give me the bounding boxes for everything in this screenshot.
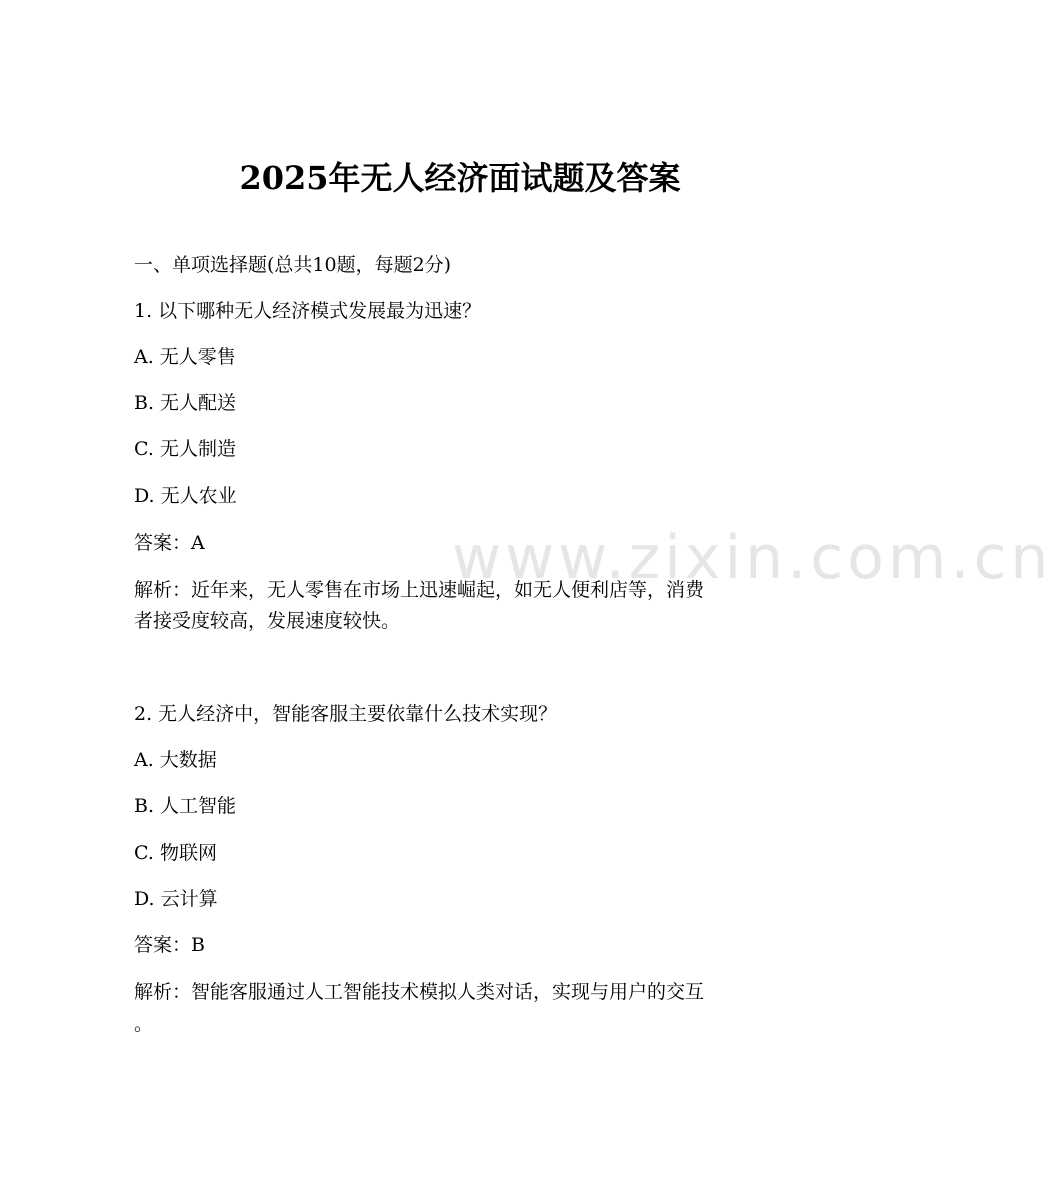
- document-title: 2025年无人经济面试题及答案: [239, 159, 681, 197]
- question-1-option-c: C. 无人制造: [134, 438, 236, 460]
- question-2-analysis-line-1: 解析：智能客服通过人工智能技术模拟人类对话，实现与用户的交互: [134, 981, 705, 1003]
- section-heading: 一、单项选择题(总共10题，每题2分): [134, 254, 452, 276]
- question-1-answer: 答案：A: [134, 532, 205, 554]
- question-1-option-a: A. 无人零售: [134, 346, 236, 368]
- question-2-answer: 答案：B: [134, 934, 205, 956]
- question-2-option-c: C. 物联网: [134, 842, 217, 864]
- question-1-analysis-line-1: 解析：近年来，无人零售在市场上迅速崛起，如无人便利店等，消费: [134, 579, 705, 601]
- question-2-option-a: A. 大数据: [134, 749, 217, 771]
- question-2-option-b: B. 人工智能: [134, 795, 237, 817]
- question-1-option-b: B. 无人配送: [134, 392, 237, 414]
- question-2-stem: 2. 无人经济中，智能客服主要依靠什么技术实现？: [134, 703, 558, 725]
- question-2-analysis-line-2: 。: [134, 1013, 154, 1035]
- question-1-option-d: D. 无人农业: [134, 485, 237, 507]
- question-2-option-d: D. 云计算: [134, 888, 218, 910]
- question-1-stem: 1. 以下哪种无人经济模式发展最为迅速？: [134, 300, 482, 322]
- watermark: www.zixin.com.cn: [452, 523, 1052, 593]
- question-1-analysis-line-2: 者接受度较高，发展速度较快。: [134, 610, 401, 632]
